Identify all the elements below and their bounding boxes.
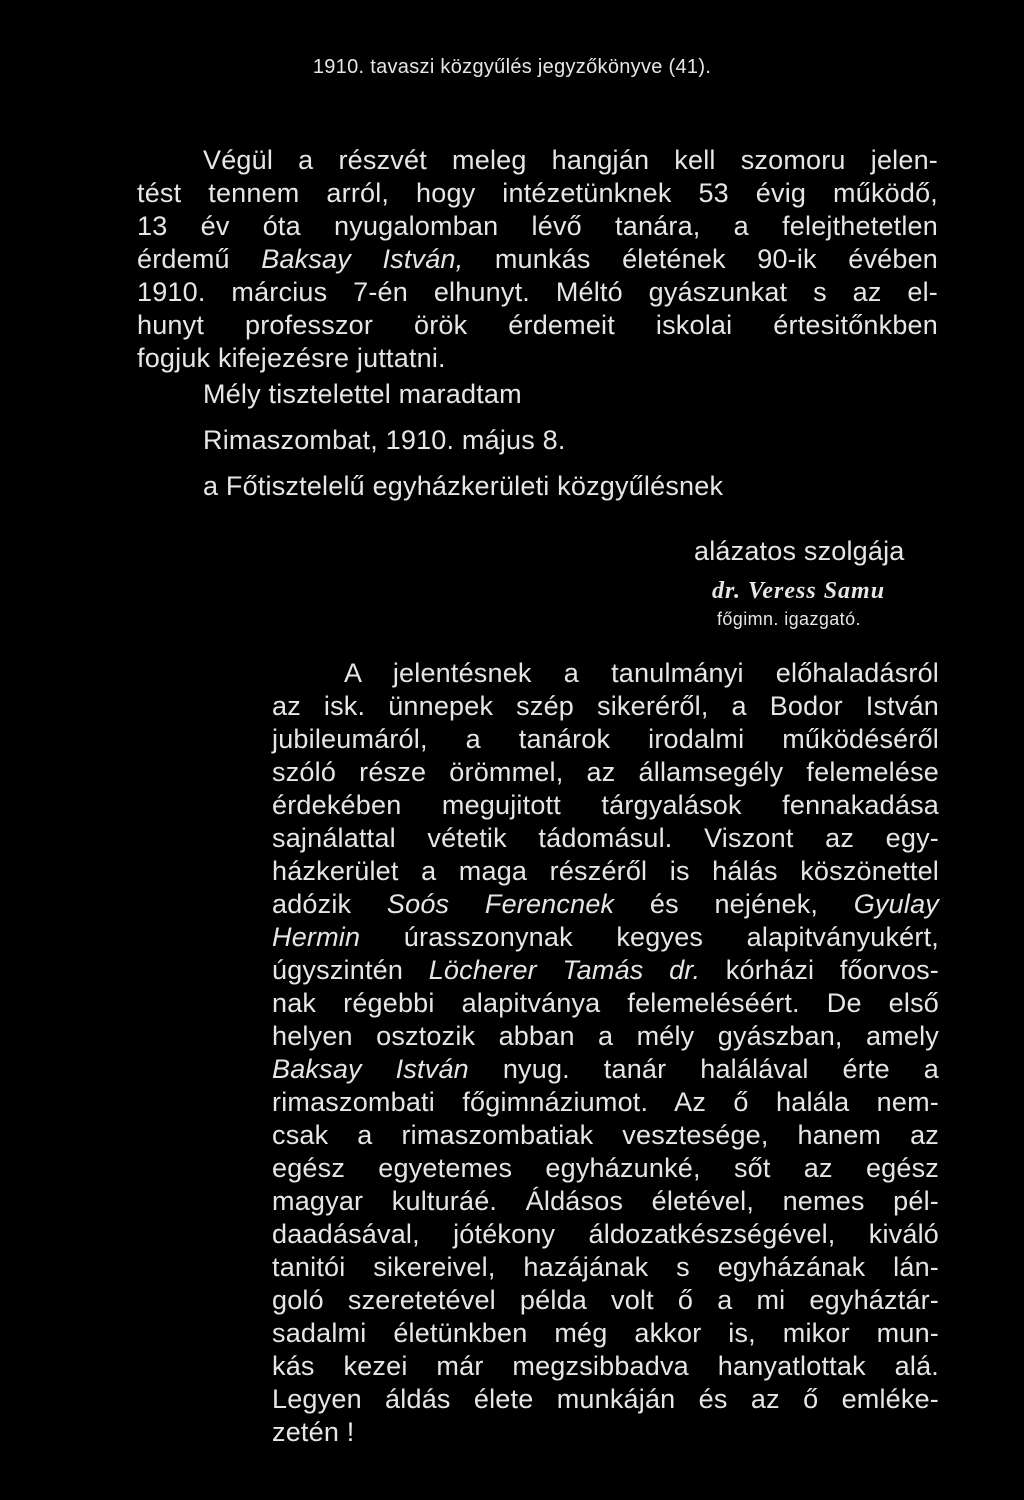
person-name: Baksay István, (261, 244, 464, 274)
signature-name: dr. Veress Samu (712, 578, 886, 604)
text-line: kás kezei már megzsibbadva hanyatlottak alá. (272, 1351, 939, 1381)
place-date: Rimaszombat, 1910. május 8. (203, 425, 566, 455)
text-line: fogjuk kifejezésre juttatni. (137, 343, 446, 373)
text-line: rimaszombati főgimnáziumot. Az ő halála nem- (272, 1087, 939, 1117)
signature-service: alázatos szolgája (694, 536, 905, 566)
text-line: helyen osztozik abban a mély gyászban, amely (272, 1021, 939, 1051)
person-name: Löcherer Tamás dr. (428, 955, 701, 985)
text-line: csak a rimaszombatiak vesztesége, hanem az (272, 1120, 939, 1150)
text-line: zetén ! (272, 1417, 355, 1447)
text-line: házkerület a maga részéről is hálás köszönettel (272, 856, 939, 886)
person-name: Soós Ferencnek (386, 889, 615, 919)
text-line: jubileumáról, a tanárok irodalmi működéséről (272, 724, 939, 754)
text-line: magyar kulturáé. Áldásos életével, nemes pél- (272, 1186, 939, 1216)
text-line: goló szeretetével példa volt ő a mi egyháztár- (272, 1285, 939, 1315)
text-line: Végül a részvét meleg hangján kell szomoru jelen- (203, 145, 938, 175)
page-header: 1910. tavaszi közgyűlés jegyzőkönyve (41). (312, 56, 712, 78)
text-line: Legyen áldás élete munkáján és az ő emléke- (272, 1384, 939, 1414)
text-line: nak régebbi alapitványa felemeléséért. De első (272, 988, 939, 1018)
text-line: 13 év óta nyugalomban lévő tanára, a felejthetetlen (137, 211, 938, 241)
text-line: úgyszintén Löcherer Tamás dr. kórházi főorvos- (272, 955, 939, 985)
closing-phrase: Mély tisztelettel maradtam (203, 379, 522, 409)
text-line: adózik Soós Ferencnek és nejének, Gyulay (272, 889, 939, 919)
text-line: tést tennem arról, hogy intézetünknek 53 évig működő, (137, 178, 938, 208)
addressee: a Főtisztelelű egyházkerületi közgyűlésnek (203, 471, 724, 501)
text-line: érdekében megujitott tárgyalások fennakadása (272, 790, 939, 820)
text-line: daadásával, jótékony áldozatkészségével, kiváló (272, 1219, 939, 1249)
text-line: A jelentésnek a tanulmányi előhaladásról (344, 658, 939, 688)
text-line: egész egyetemes egyházunké, sőt az egész (272, 1153, 939, 1183)
text-line: az isk. ünnepek szép sikeréről, a Bodor István (272, 691, 939, 721)
text-line: sajnálattal vétetik tádomásul. Viszont az egy- (272, 823, 939, 853)
text-line: szóló része örömmel, az államsegély felemelése (272, 757, 939, 787)
text-line: érdemű Baksay István, munkás életének 90-ik évében (137, 244, 939, 274)
text-line: Hermin úrasszonynak kegyes alapitványukért, (272, 922, 939, 952)
text-line: hunyt professzor örök érdemeit iskolai értesitőnkben (137, 310, 938, 340)
signature-title: főgimn. igazgató. (717, 609, 861, 629)
text-line: sadalmi életünkben még akkor is, mikor mun- (272, 1318, 939, 1348)
text-line: tanitói sikereivel, hazájának s egyházának lán- (272, 1252, 939, 1282)
person-name: Gyulay (853, 889, 939, 919)
person-name: Baksay István (272, 1054, 469, 1084)
text-line: 1910. március 7-én elhunyt. Méltó gyászunkat s az el- (137, 277, 938, 307)
text-line: Baksay István nyug. tanár halálával érte a (272, 1054, 940, 1084)
person-name: Hermin (272, 922, 361, 952)
